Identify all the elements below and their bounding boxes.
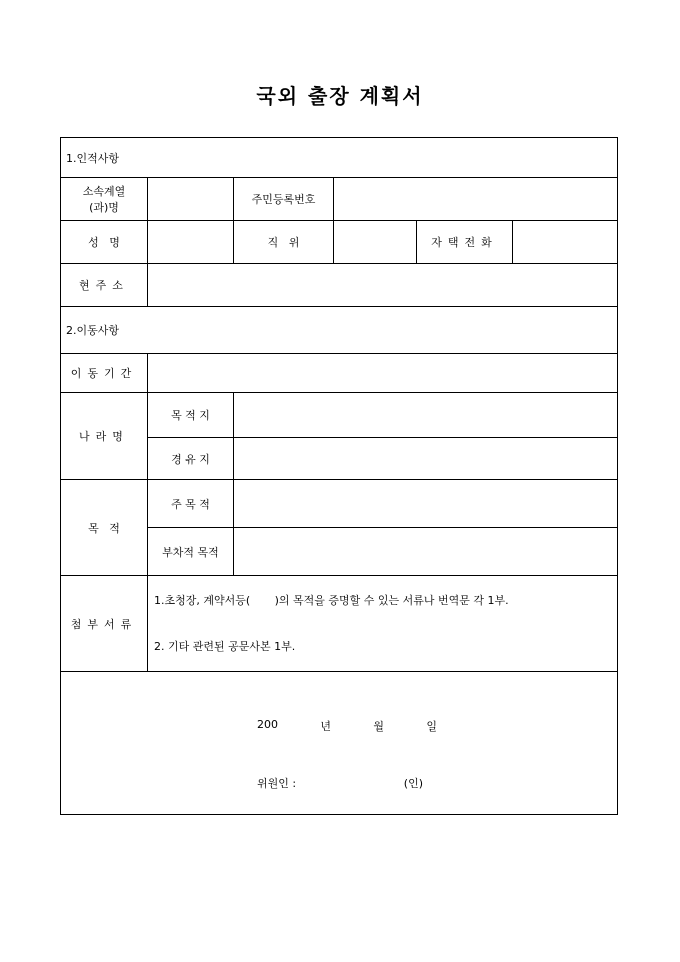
address-label: 현주소 <box>61 264 148 307</box>
destination-label: 목 적 지 <box>148 393 234 438</box>
resident-id-field[interactable] <box>334 178 618 221</box>
day-unit: 일 <box>426 720 437 733</box>
period-label: 이동기간 <box>61 354 148 393</box>
position-label: 직 위 <box>234 221 334 264</box>
country-label: 나라명 <box>61 393 148 480</box>
applicant-label: 위원인 : <box>257 777 297 790</box>
attachments-label: 첨부서류 <box>61 576 148 672</box>
attachment-item-2: 2. 기타 관련된 공문사본 1부. <box>154 639 296 653</box>
affiliation-label <box>61 178 148 221</box>
name-label: 성 명 <box>61 221 148 264</box>
purpose-label: 목 적 <box>61 480 148 576</box>
main-purpose-field[interactable] <box>234 480 618 528</box>
address-field[interactable] <box>148 264 618 307</box>
section2-heading: 2.이동사항 <box>61 307 618 354</box>
form-title: 국외 출장 계획서 <box>256 84 424 108</box>
seal-mark: (인) <box>403 777 423 790</box>
transit-label: 경 유 지 <box>148 438 234 480</box>
destination-field[interactable] <box>234 393 618 438</box>
year-unit: 년 <box>320 720 331 733</box>
sub-purpose-label: 부차적 목적 <box>148 528 234 576</box>
position-field[interactable] <box>334 221 417 264</box>
month-unit: 월 <box>373 720 384 733</box>
home-phone-label: 자택전화 <box>417 221 513 264</box>
applicant-line <box>257 775 423 791</box>
signature-block <box>61 672 618 815</box>
resident-id-label: 주민등록번호 <box>234 178 334 221</box>
period-field[interactable] <box>148 354 618 393</box>
section1-heading: 1.인적사항 <box>61 138 618 178</box>
home-phone-field[interactable] <box>513 221 618 264</box>
main-purpose-label: 주 목 적 <box>148 480 234 528</box>
attachments-content <box>148 576 618 672</box>
attachment-item-1: 1.초청장, 계약서등( )의 목적을 증명할 수 있는 서류나 번역문 각 1부. <box>154 593 509 607</box>
sub-purpose-field[interactable] <box>234 528 618 576</box>
year-value: 200 <box>257 718 278 731</box>
travel-plan-form <box>60 137 618 815</box>
affiliation-field[interactable] <box>148 178 234 221</box>
affiliation-label-line2: (과)명 <box>89 201 119 214</box>
transit-field[interactable] <box>234 438 618 480</box>
affiliation-label-line1: 소속계열 <box>82 185 126 198</box>
date-line <box>257 718 437 734</box>
name-field[interactable] <box>148 221 234 264</box>
